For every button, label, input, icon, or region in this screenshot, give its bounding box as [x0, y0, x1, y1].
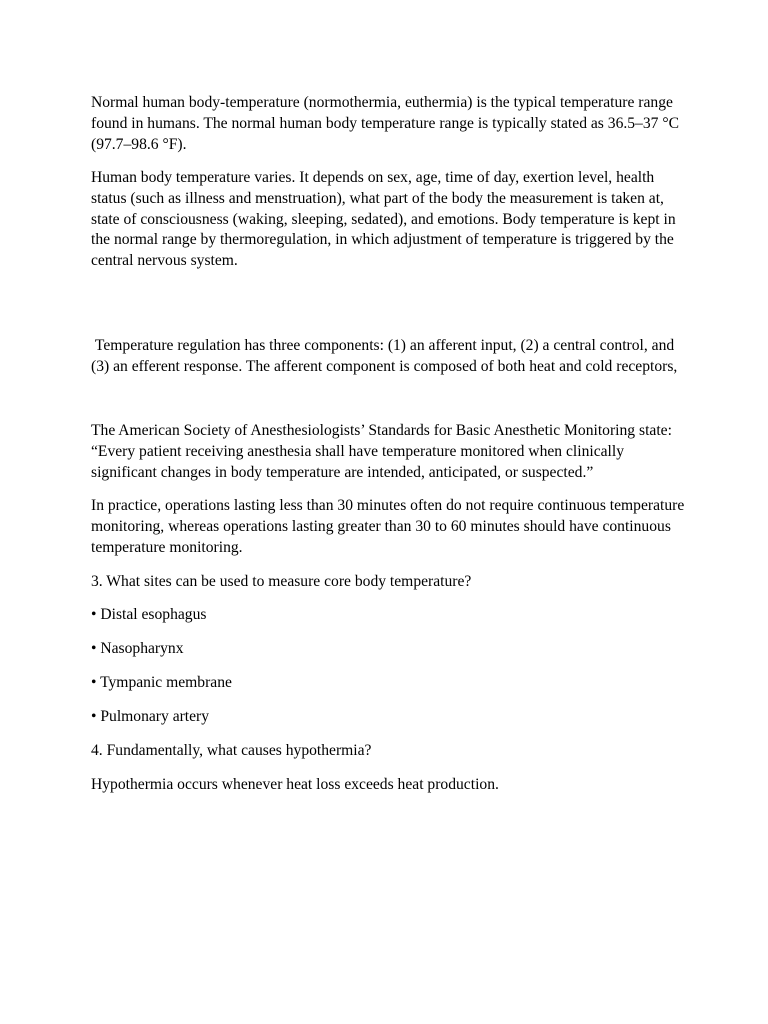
paragraph-temperature-regulation: Temperature regulation has three components: (1) an afferent input, (2) a central control, and (3) an efferent response. The afferent component is composed of both heat and cold receptors, [91, 337, 679, 376]
paragraph-normal-temperature: Normal human body-temperature (normothermia, euthermia) is the typical temperature range found in humans. The normal human body temperature range is typically stated as 36.5–37 °C (97.7–98.6 °F). [91, 94, 679, 153]
question-3-heading: 3. What sites can be used to measure core body temperature? [91, 572, 472, 590]
document-page [91, 93, 691, 796]
list-item-site: • Tympanic membrane [91, 674, 232, 692]
list-item-site: • Pulmonary artery [91, 708, 210, 726]
list-item-site: • Nasopharynx [91, 640, 184, 658]
list-item-site: • Distal esophagus [91, 606, 207, 624]
paragraph-temperature-variation: Human body temperature varies. It depends on sex, age, time of day, exertion level, health status (such as illness and menstruation), what part of the body the measurement is taken at, state of consciousness (waking, sleeping, sedated), and emotions. Body temperature is kept in the normal range by thermoregulation, in which adjustment of temperature is triggered by the central nervous system. [91, 168, 676, 270]
question-4-heading: 4. Fundamentally, what causes hypothermia? [91, 742, 372, 760]
paragraph-monitoring-practice: In practice, operations lasting less than 30 minutes often do not require continuous temperature monitoring, whereas operations lasting greater than 30 to 60 minutes should have continuous temperature monitoring. [91, 496, 685, 556]
paragraph-asa-standards: The American Society of Anesthesiologists’ Standards for Basic Anesthetic Monitoring state: “Every patient receiving anesthesia shall have temperature monitored when clinically significant changes in body temperature are intended, anticipated, or suspected.” [91, 422, 672, 481]
answer-4-text: Hypothermia occurs whenever heat loss exceeds heat production. [91, 775, 499, 793]
